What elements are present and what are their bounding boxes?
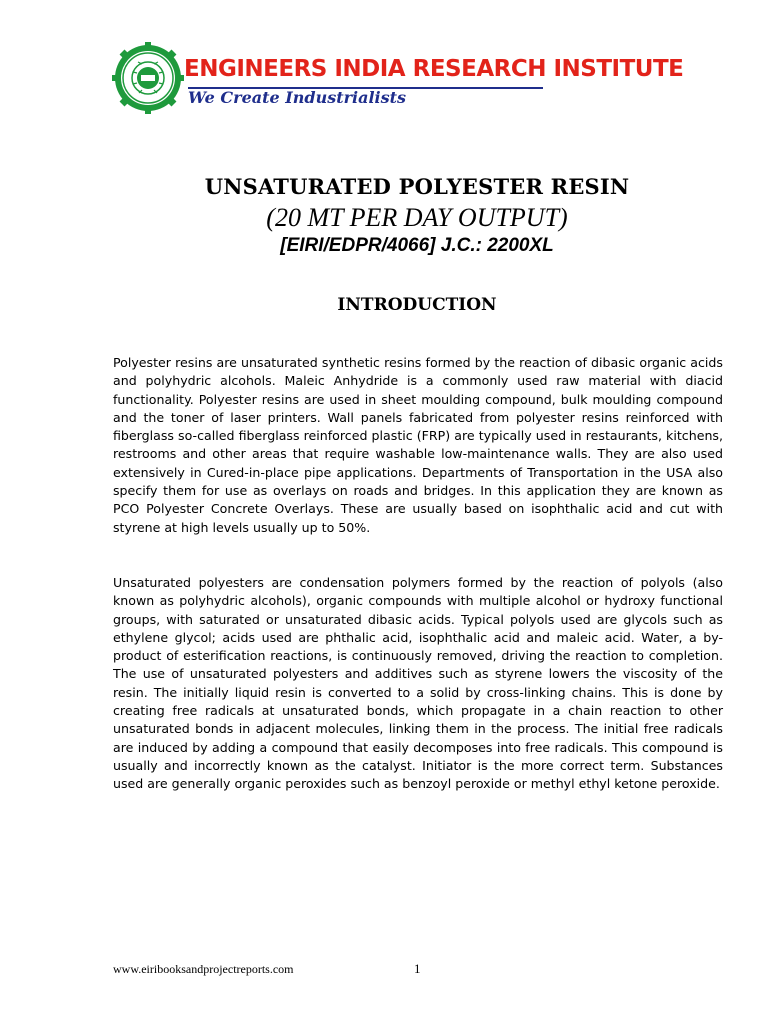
brand-tagline: We Create Industrialists: [188, 88, 407, 107]
paragraph: Unsaturated polyesters are condensation polymers formed by the reaction of polyols (also known as polyhydric alcohols), organic compounds with multiple alcohol or hydroxy functional groups, with saturated or unsaturated dibasic acids. Typical polyols used are glycols such as ethylene glycol; acids used are phthalic acid, isophthalic acid and maleic acid. Water, a by-product of esterification reactions, is continuously removed, driving the reaction to completion. The use of unsaturated polyesters and additives such as styrene lowers the viscosity of the resin. The initially liquid resin is converted to a solid by cross-linking chains. This is done by creating free radicals at unsaturated bonds, which propagate in a chain reaction to other unsaturated bonds in adjacent molecules, linking them in the process. The initial free radicals are induced by adding a compound that easily decomposes into free radicals. This compound is usually and incorrectly known as the catalyst. Initiator is the more correct term. Substances used are generally organic peroxides such as benzoyl peroxide or methyl ethyl ketone peroxide.: [113, 575, 723, 792]
paragraph: Polyester resins are unsaturated synthetic resins formed by the reaction of dibasic organic acids and polyhydric alcohols. Maleic Anhydride is a commonly used raw material with diacid functionality. Polyester resins are used in sheet moulding compound, bulk moulding compound and the toner of laser printers. Wall panels fabricated from polyester resins reinforced with fiberglass so-called fiberglass reinforced plastic (FRP) are typically used in restaurants, kitchens, restrooms and other areas that require washable low-maintenance walls. They are also used extensively in Cured-in-place pipe applications. Departments of Transportation in the USA also specify them for use as overlays on roads and bridges. In this application they are known as PCO Polyester Concrete Overlays. These are usually based on isophthalic acid and cut with styrene at high levels usually up to 50%.: [113, 355, 723, 535]
section-heading: INTRODUCTION: [337, 295, 497, 315]
footer-url: www.eiribooksandprojectreports.com: [113, 962, 294, 976]
eiri-logo: [112, 42, 684, 122]
title-block: [110, 172, 724, 258]
eiri-seal-icon: [112, 42, 184, 114]
page-number: 1: [414, 961, 421, 976]
project-code: [EIRI/EDPR/4066] J.C.: 2200XL: [280, 235, 554, 256]
document-subtitle: (20 MT PER DAY OUTPUT): [266, 203, 568, 232]
document-title: UNSATURATED POLYESTER RESIN: [204, 174, 630, 199]
brand-name: ENGINEERS INDIA RESEARCH INSTITUTE: [184, 56, 684, 82]
